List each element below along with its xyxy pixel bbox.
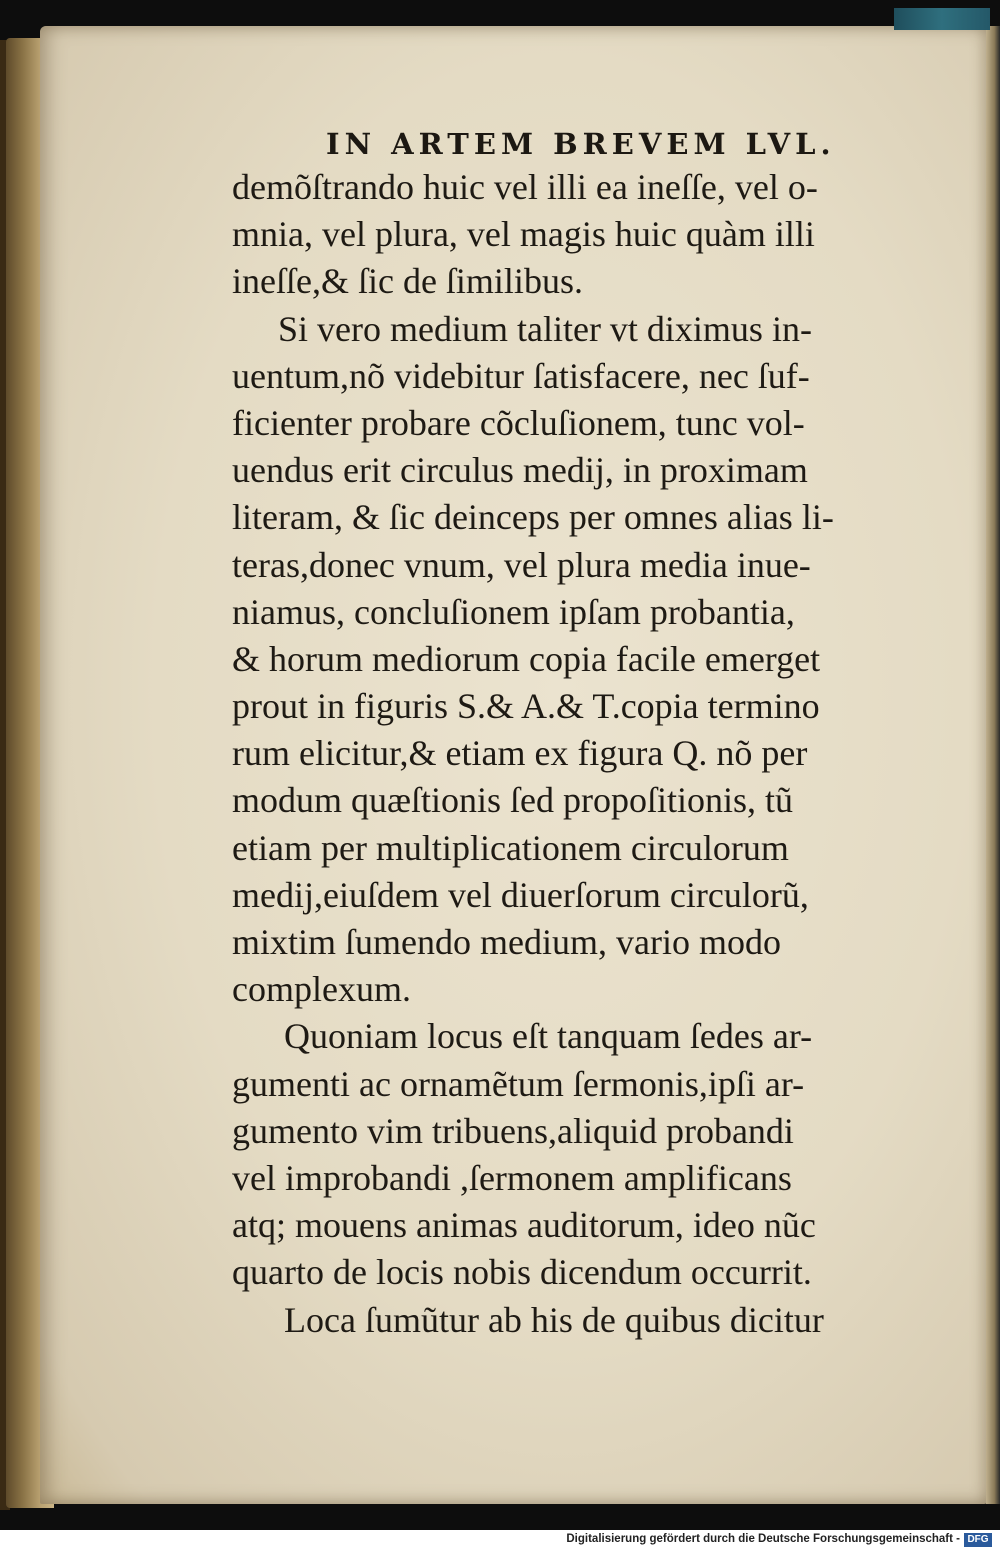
text-line: & horum mediorum copia facile emerget [232, 638, 821, 679]
text-line: rum elicitur,& etiam ex figura Q. nõ per [232, 733, 808, 774]
text-line: Loca ſumũtur ab his de quibus dicitur [284, 1299, 824, 1340]
text-line: Si vero medium taliter vt diximus in- [278, 308, 812, 349]
text-line: gumenti ac ornamẽtum ſermonis,ipſi ar- [232, 1063, 805, 1104]
text-block [232, 164, 948, 1344]
text-line: demõſtrando huic vel illi ea ineſſe, vel o- [232, 167, 818, 207]
running-head: IN ARTEM BREVEM LVL. [326, 127, 836, 161]
text-line: ineſſe,& ſic de ſimilibus. [232, 261, 583, 302]
text-line: uendus erit circulus medij, in proximam [232, 450, 808, 491]
text-line: mixtim ſumendo medium, vario modo [232, 922, 781, 962]
text-line: teras,donec vnum, vel plura media inue- [232, 544, 811, 585]
text-line: ficienter probare cõcluſionem, tunc vol- [232, 402, 805, 443]
text-line: gumento vim tribuens,aliquid probandi [232, 1110, 794, 1151]
text-line: prout in figuris S.& A.& T.copia termino [232, 686, 820, 727]
text-line: quarto de locis nobis dicendum occurrit. [232, 1252, 812, 1293]
text-line: Quoniam locus eſt tanquam ſedes ar- [284, 1016, 813, 1057]
text-line: etiam per multiplicationem circulorum [232, 827, 789, 868]
text-line: niamus, concluſionem ipſam probantia, [232, 591, 795, 632]
text-line: complexum. [232, 969, 411, 1010]
dfg-logo: DFG [964, 1533, 992, 1547]
text-line: uentum,nõ videbitur ſatisfacere, nec ſuf- [232, 355, 810, 396]
ribbon-marker [894, 8, 990, 30]
footer-credit: Digitalisierung gefördert durch die Deutsche Forschungsgemeinschaft - [566, 1533, 960, 1545]
text-line: atq; mouens animas auditorum, ideo nũc [232, 1205, 816, 1246]
text-line: medij,eiuſdem vel diuerſorum circulorũ, [232, 874, 809, 915]
page-right-edge [986, 26, 1000, 1504]
text-line: mnia, vel plura, vel magis huic quàm illi [232, 214, 815, 255]
text-line: vel improbandi ,ſermonem amplificans [232, 1157, 792, 1198]
text-line: modum quæſtionis ſed propoſitionis, tũ [232, 780, 794, 821]
text-line: literam, & ſic deinceps per omnes alias li- [232, 497, 834, 538]
